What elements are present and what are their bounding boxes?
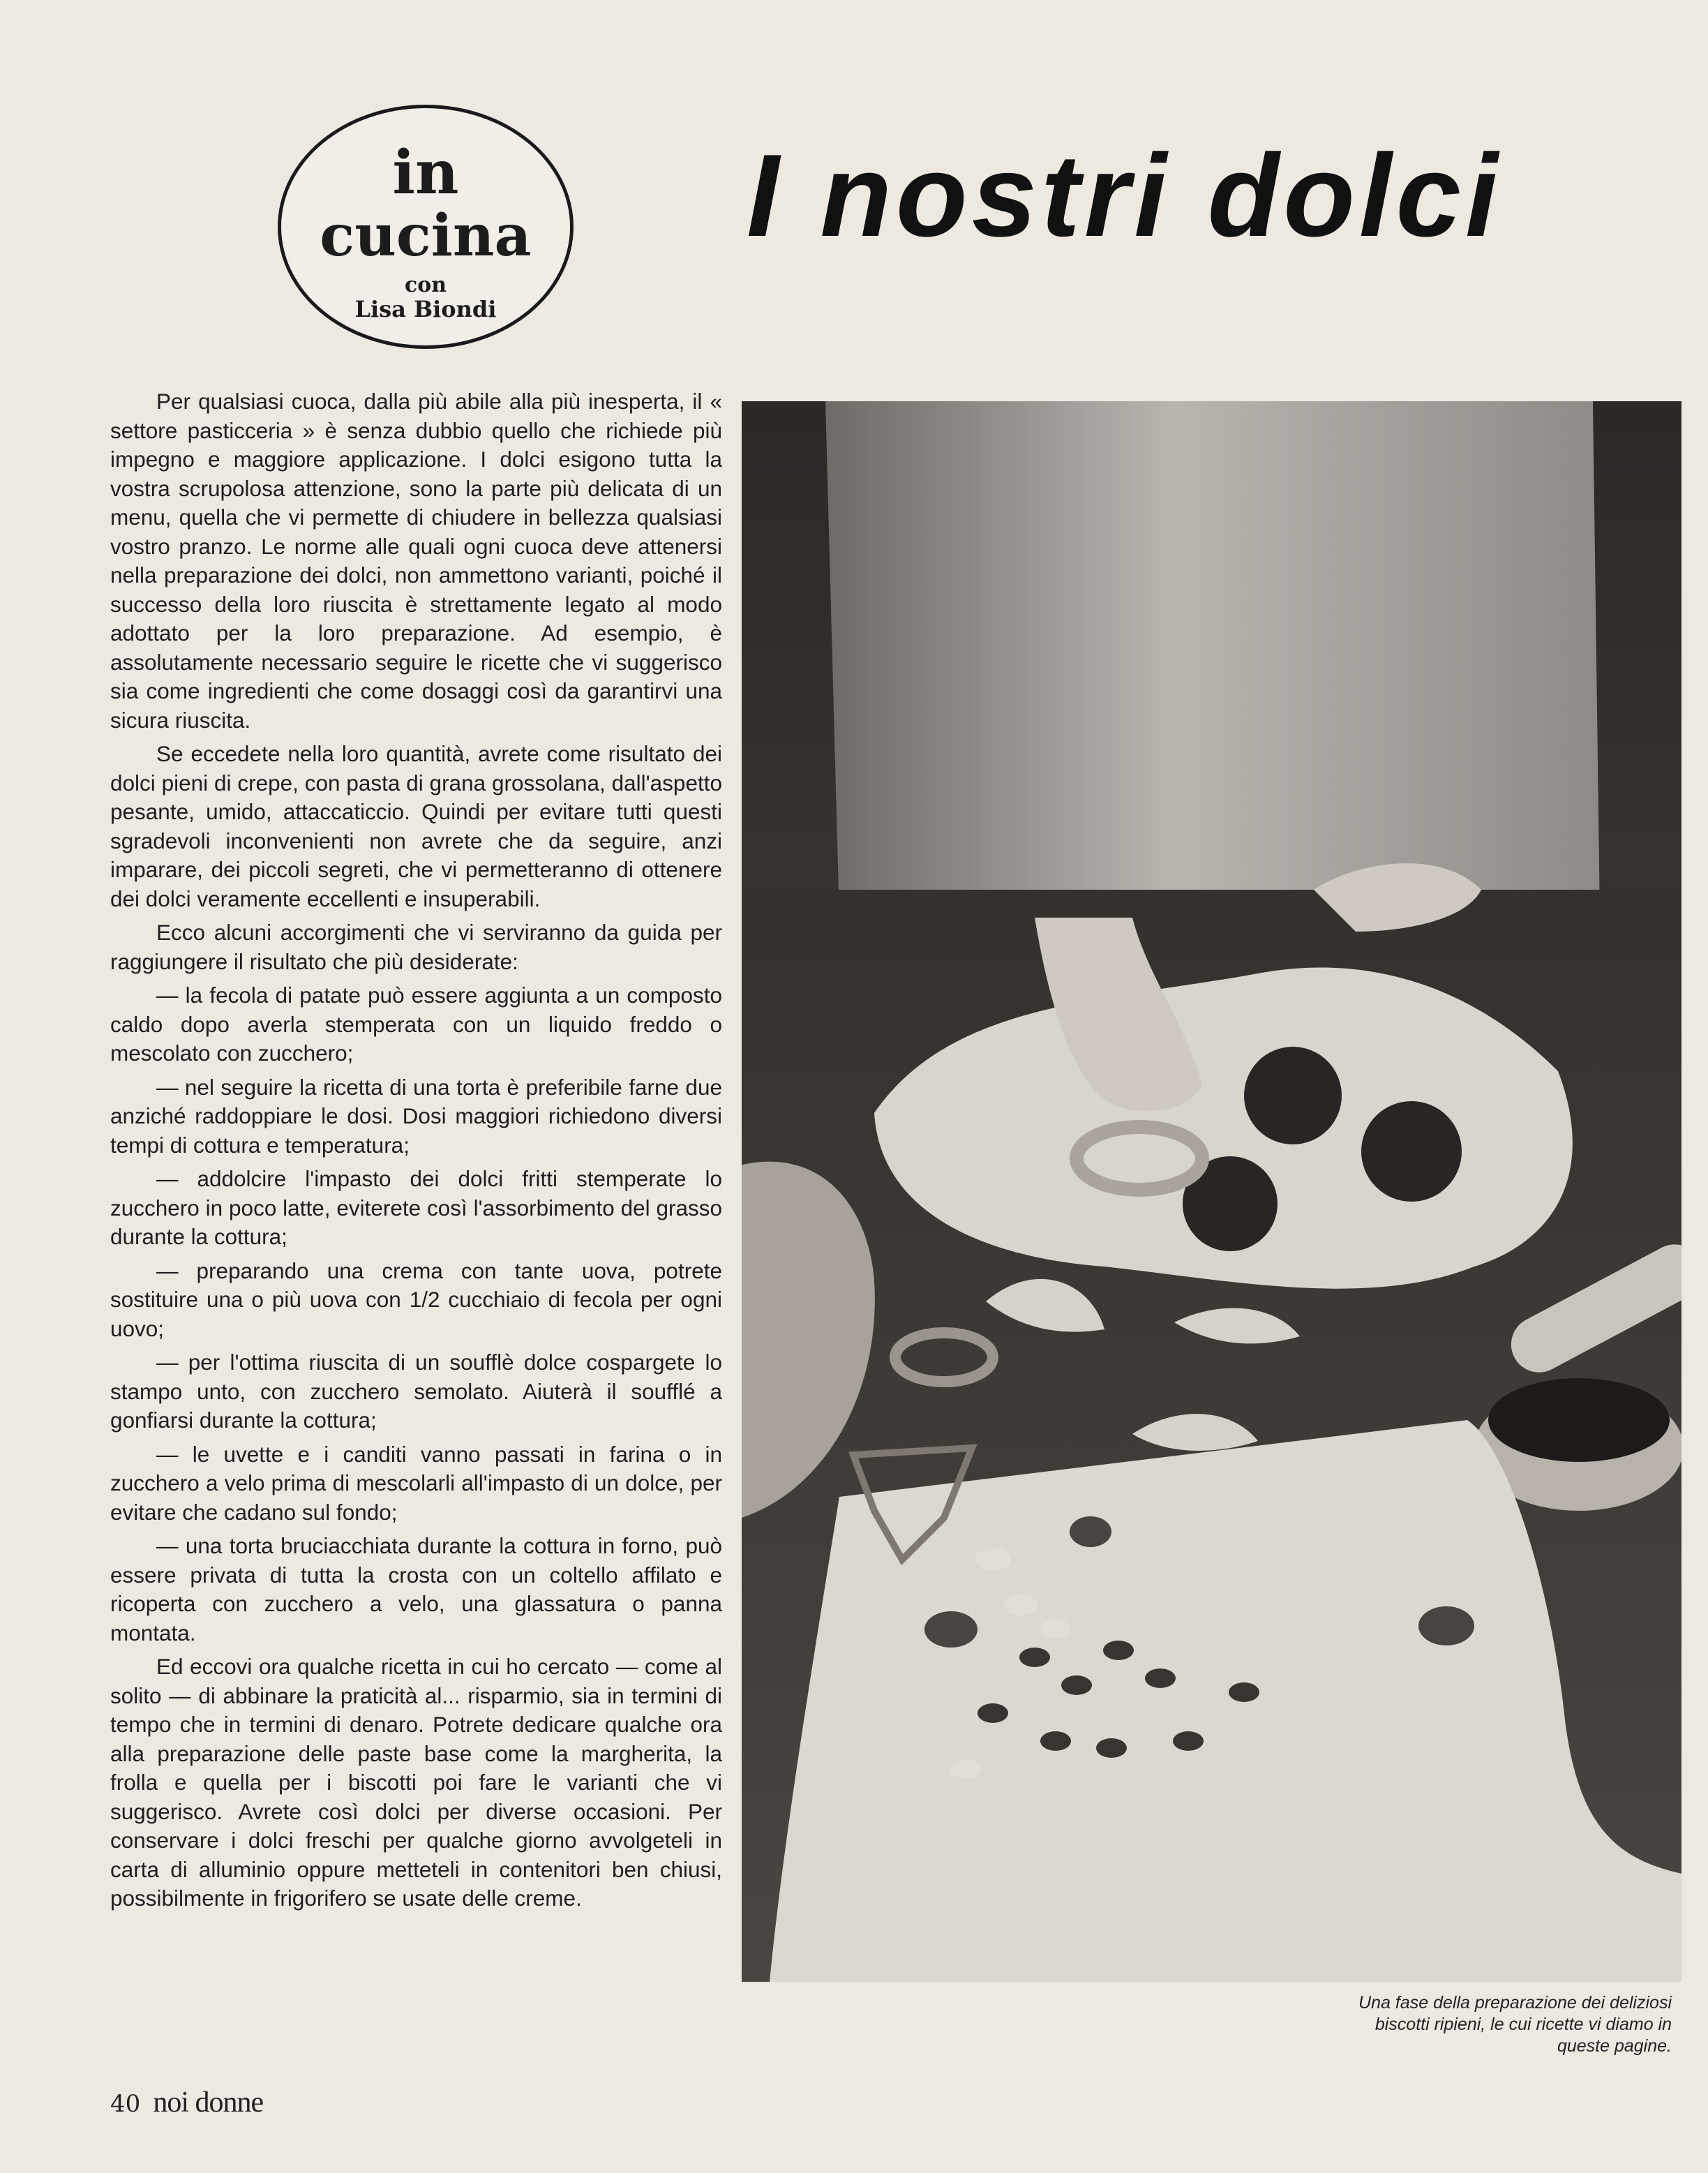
column-logo-badge — [278, 105, 574, 349]
paragraph: Se eccedete nella loro quantità, avrete come risultato dei dolci pieni di crepe, con pasta di grana grossolana, dall'aspetto pesante, umido, attaccaticcio. Quindi per evitare tutti questi sgradevoli inconvenienti non avrete che da seguire, anzi imparare, dei piccoli segreti, che vi permetteranno di ottenere dei dolci veramente eccellenti e insuperabili. — [110, 741, 722, 911]
paragraph: Ecco alcuni accorgimenti che vi serviranno da guida per raggiungere il risultato che più desiderate: — [110, 920, 722, 974]
badge-con: con — [404, 273, 447, 297]
tip-item: — le uvette e i canditi vanno passati in farina o in zucchero a velo prima di mescolarli all'impasto di un dolce, per evitare che cadano sul fondo; — [110, 1441, 722, 1525]
baking-photo — [742, 401, 1681, 1982]
badge-author: Lisa Biondi — [354, 296, 497, 322]
page-footer — [110, 2086, 263, 2120]
magazine-name: noi donne — [153, 2086, 264, 2119]
photo-caption: Una fase della preparazione dei deliziosi biscotti ripieni, le cui ricette vi diamo in queste pagine. — [1358, 1993, 1672, 2056]
paragraph: Ed eccovi ora qualche ricetta in cui ho cercato — come al solito — di abbinare la praticità al... risparmio, sia in termini di tempo che in termini di denaro. Potrete dedicare qualche ora alla preparazione delle paste base come la margherita, la frolla e quella per i biscotti poi fare le varianti che vi suggerisco. Avrete così dolci per diverse occasioni. Per conservare i dolci freschi per qualche giorno avvolgeteli in carta di alluminio oppure metteteli in contenitori ben chiusi, possibilmente in frigorifero se usate delle creme. — [110, 1654, 722, 1911]
tip-item: — addolcire l'impasto dei dolci fritti stemperate lo zucchero in poco latte, eviterete così l'assorbimento del grasso durante la cottura; — [110, 1166, 722, 1249]
badge-cucina: cucina — [320, 202, 532, 269]
tip-item: — una torta bruciacchiata durante la cottura in forno, può essere privata di tutta la crosta con un coltello affilato e ricoperta con zucchero a velo, una glassatura o panna montata. — [110, 1533, 722, 1645]
tip-item: — nel seguire la ricetta di una torta è preferibile farne due anziché raddoppiare le dosi. Dosi maggiori richiedono diversi tempi di cottura e temperatura; — [110, 1074, 722, 1158]
page-title: I nostri dolci — [747, 130, 1502, 261]
article-body — [110, 387, 722, 1918]
badge-in: in — [392, 137, 459, 208]
paragraph: Per qualsiasi cuoca, dalla più abile alla più inesperta, il « settore pasticceria » è senza dubbio quello che richiede più impegno e maggiore applicazione. I dolci esigono tutta la vostra scrupolosa attenzione, sono la parte più delicata di un menu, quella che vi permette di chiudere in bellezza qualsiasi vostro pranzo. Le norme alle quali ogni cuoca deve attenersi nella preparazione dei dolci, non ammettono varianti, poiché il successo della loro riuscita è strettamente legato al modo adottato per la loro preparazione. Ad esempio, è assolutamente necessario seguire le ricette che vi suggerisco sia come ingredienti che come dosaggi così da garantirvi una sicura riuscita. — [110, 389, 722, 733]
tip-item: — preparando una crema con tante uova, potrete sostituire una o più uova con 1/2 cucchiaio di fecola per ogni uovo; — [110, 1257, 722, 1341]
page-number: 40 — [110, 2090, 141, 2118]
tip-item: — per l'ottima riuscita di un soufflè dolce cospargete lo stampo unto, con zucchero semolato. Aiuterà il soufflé a gonfiarsi durante la cottura; — [110, 1350, 722, 1433]
tip-item: — la fecola di patate può essere aggiunta a un composto caldo dopo averla stemperata con un liquido freddo o mescolato con zucchero; — [110, 983, 722, 1066]
